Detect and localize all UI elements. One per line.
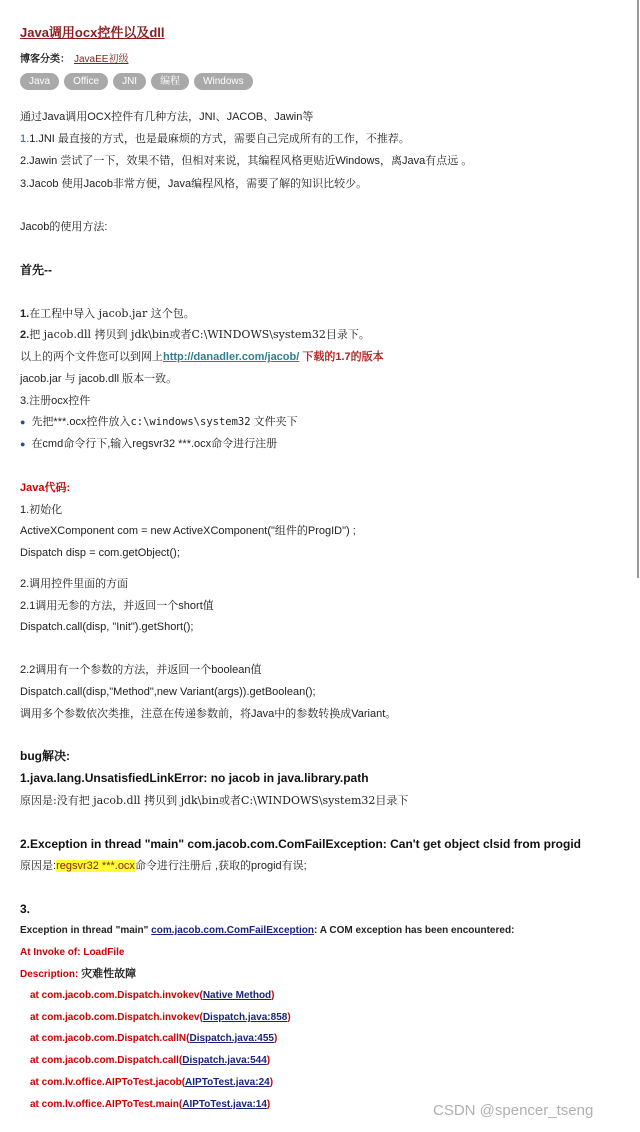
tag-java[interactable]: Java (20, 73, 59, 90)
init-code-2: Dispatch disp = com.getObject(); (20, 547, 180, 559)
method-jacob: 3.Jacob 使用Jacob非常方便，Java编程风格，需要了解的知识比较少。 (20, 178, 368, 190)
category-link[interactable]: JavaEE初级 (74, 54, 129, 65)
bullet-dot-icon: ● (20, 439, 26, 449)
category-row (20, 50, 128, 65)
exception-class-link[interactable]: com.jacob.com.ComFailException (151, 925, 314, 936)
stack-trace-line: at com.jacob.com.Dispatch.invokev(Dispatch.java:858) (30, 1012, 291, 1023)
bug-3-title: 3. (20, 902, 31, 916)
step-1: 1.在工程中导入 jacob.jar 这个包。 (20, 307, 195, 320)
tag-programming[interactable]: 编程 (151, 73, 189, 90)
call-note: 调用多个参数依次类推，注意在传递参数前，将Java中的参数转换成Variant。 (20, 708, 397, 720)
csdn-watermark: CSDN @spencer_tseng (433, 1102, 594, 1119)
page-edge-rule (637, 0, 639, 578)
stack-trace-line: at com.jacob.com.Dispatch.call(Dispatch.java:544) (30, 1055, 271, 1066)
method-jawin: 2.Jawin 尝试了一下，效果不错，但相对来说，其编程风格更贴近Windows，离Java有点远 。 (20, 155, 473, 167)
description-line: Description: 灾难性故障 (20, 968, 137, 980)
init-title: 1.初始化 (20, 504, 63, 516)
call-2-2-code: Dispatch.call(disp,"Method",new Variant(args)).getBoolean(); (20, 686, 316, 698)
init-code-1: ActiveXComponent com = new ActiveXComponent("组件的ProgID") ; (20, 525, 356, 537)
stack-trace-line: at com.lv.office.AIPToTest.main(AIPToTest.java:14) (30, 1099, 271, 1110)
category-label: 博客分类： (20, 54, 70, 65)
call-2-1-code: Dispatch.call(disp, "Init").getShort(); (20, 621, 194, 633)
bug-1-title: 1.java.lang.UnsatisfiedLinkError: no jacob in java.library.path (20, 771, 369, 785)
invoke-line: At Invoke of: LoadFile (20, 947, 125, 958)
step-3: 3.注册ocx控件 (20, 395, 91, 407)
bullet-ocx-register: ● 在cmd命令行下,输入regsvr32 ***.ocx命令进行注册 (20, 438, 278, 450)
tag-windows[interactable]: Windows (194, 73, 253, 90)
first-heading: 首先-- (20, 263, 52, 277)
bug-heading: bug解决: (20, 749, 70, 763)
trace-source-link[interactable]: Dispatch.java:544 (182, 1055, 267, 1066)
stack-trace-line: at com.lv.office.AIPToTest.jacob(AIPToTest.java:24) (30, 1077, 274, 1088)
intro-text: 通过Java调用OCX控件有几种方法，JNI、JACOB、Jawin等 (20, 111, 314, 123)
tag-list (20, 73, 253, 91)
trace-source-link[interactable]: AIPToTest.java:24 (185, 1077, 270, 1088)
stack-trace-line: at com.jacob.com.Dispatch.callN(Dispatch.java:455) (30, 1033, 278, 1044)
bug-2-cause: 原因是:regsvr32 ***.ocx命令进行注册后 ,获取的progid有误; (20, 860, 307, 872)
call-2-1: 2.1调用无参的方法，并返回一个short值 (20, 600, 214, 612)
trace-source-link[interactable]: Native Method (202, 990, 272, 1001)
regsvr-highlight: regsvr32 ***.ocx (56, 860, 135, 872)
trace-source-link[interactable]: Dispatch.java:455 (189, 1033, 274, 1044)
trace-source-link[interactable]: Dispatch.java:858 (202, 1012, 288, 1023)
version-note: jacob.jar 与 jacob.dll 版本一致。 (20, 373, 178, 385)
tag-jni[interactable]: JNI (113, 73, 146, 90)
article-title[interactable]: Java调用ocx控件以及dll (20, 25, 165, 40)
jacob-download-link[interactable]: http://danadler.com/jacob/ (163, 351, 300, 363)
exception-line: Exception in thread "main" com.jacob.com.ComFailException: A COM exception has been encountered: (20, 925, 515, 936)
bug-2-title: 2.Exception in thread "main" com.jacob.com.ComFailException: Can't get object clsid from progid (20, 837, 581, 851)
bug-1-cause: 原因是:没有把 jacob.dll 拷贝到 jdk\bin或者C:\WINDOWS\system32目录下 (20, 794, 409, 807)
call-2-2: 2.2调用有一个参数的方法，并返回一个boolean值 (20, 664, 262, 676)
bullet-ocx-copy: ● 先把***.ocx控件放入c:\windows\system32 文件夹下 (20, 416, 298, 428)
stack-trace-line: at com.jacob.com.Dispatch.invokev(Native Method) (30, 990, 275, 1001)
call-title: 2.调用控件里面的方面 (20, 578, 129, 590)
step-2: 2.把 jacob.dll 拷贝到 jdk\bin或者C:\WINDOWS\system32目录下。 (20, 328, 370, 341)
java-code-heading: Java代码: (20, 482, 71, 494)
bullet-dot-icon: ● (20, 417, 26, 427)
jacob-usage-label: Jacob的使用方法: (20, 221, 108, 233)
trace-source-link[interactable]: AIPToTest.java:14 (182, 1099, 267, 1110)
tag-office[interactable]: Office (64, 73, 108, 90)
download-line: 以上的两个文件您可以到网上http://danadler.com/jacob/ 下载的1.7的版本 (20, 350, 384, 363)
method-jni: 1.1.JNI 最直接的方式，也是最麻烦的方式，需要自己完成所有的工作，不推荐。 (20, 133, 410, 145)
